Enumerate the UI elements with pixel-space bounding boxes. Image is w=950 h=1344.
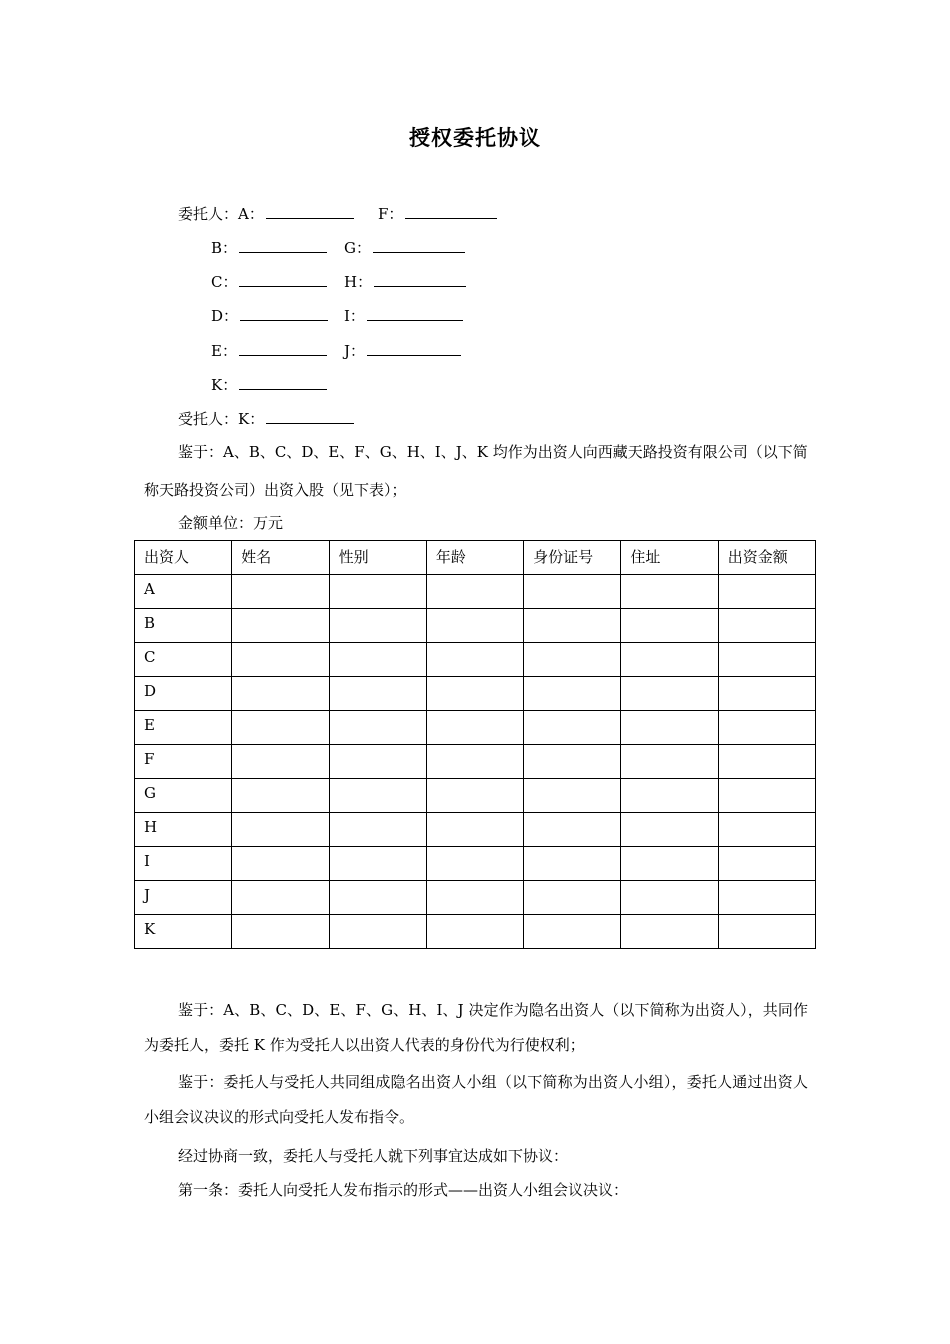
cell-gender[interactable] (329, 813, 426, 847)
table-row (135, 609, 816, 643)
cell-name[interactable] (232, 881, 329, 915)
cell-age[interactable] (426, 847, 523, 881)
principal-row-g (344, 236, 465, 258)
cell-id-number[interactable] (524, 847, 621, 881)
cell-age[interactable] (426, 643, 523, 677)
cell-gender[interactable] (329, 779, 426, 813)
cell-name[interactable] (232, 745, 329, 779)
cell-gender[interactable] (329, 677, 426, 711)
cell-id-number[interactable] (524, 915, 621, 949)
cell-age[interactable] (426, 745, 523, 779)
row-investor-code: C (135, 643, 232, 677)
cell-name[interactable] (232, 575, 329, 609)
cell-gender[interactable] (329, 745, 426, 779)
table-row (135, 711, 816, 745)
cell-address[interactable] (621, 711, 718, 745)
cell-name[interactable] (232, 711, 329, 745)
principal-row-i (344, 304, 463, 326)
consensus-statement: 经过协商一致，委托人与受托人就下列事宜达成如下协议： (178, 1147, 569, 1165)
cell-address[interactable] (621, 779, 718, 813)
cell-id-number[interactable] (524, 575, 621, 609)
table-row (135, 575, 816, 609)
cell-gender[interactable] (329, 609, 426, 643)
principal-j-label: J： (344, 342, 366, 360)
principal-row-c (211, 270, 327, 292)
cell-amount[interactable] (718, 677, 815, 711)
principal-b-blank[interactable] (239, 236, 327, 253)
cell-id-number[interactable] (524, 745, 621, 779)
table-row (135, 643, 816, 677)
whereas-2: 鉴于：A、B、C、D、E、F、G、H、I、J 决定作为隐名出资人（以下简称为出资人），共同作为委托人，委托 K 作为受托人以出资人代表的身份代为行使权利； (144, 1001, 808, 1054)
cell-gender[interactable] (329, 711, 426, 745)
principal-e-label: E： (211, 342, 237, 360)
principal-row-f (378, 202, 497, 224)
cell-age[interactable] (426, 881, 523, 915)
cell-name[interactable] (232, 643, 329, 677)
principal-j-blank[interactable] (367, 339, 461, 356)
cell-amount[interactable] (718, 575, 815, 609)
agent-label: 受托人： (178, 410, 239, 428)
header-investor: 出资人 (135, 541, 232, 575)
cell-gender[interactable] (329, 643, 426, 677)
cell-amount[interactable] (718, 779, 815, 813)
document-title: 授权委托协议 (409, 125, 541, 150)
cell-id-number[interactable] (524, 711, 621, 745)
whereas-1-line-2: 称天路投资公司）出资入股（见下表）； (144, 481, 407, 499)
table-header-row (135, 541, 816, 575)
cell-amount[interactable] (718, 813, 815, 847)
header-id-number: 身份证号 (524, 541, 621, 575)
principal-e-blank[interactable] (239, 339, 327, 356)
principal-f-label: F： (378, 205, 404, 223)
whereas-1-line-1: 鉴于：A、B、C、D、E、F、G、H、I、J、K 均作为出资人向西藏天路投资有限公司（以下简 (178, 443, 808, 461)
principal-label: 委托人： (178, 205, 239, 223)
cell-amount[interactable] (718, 881, 815, 915)
cell-age[interactable] (426, 677, 523, 711)
cell-address[interactable] (621, 575, 718, 609)
cell-amount[interactable] (718, 643, 815, 677)
principal-d-label: D： (211, 307, 239, 325)
cell-gender[interactable] (329, 915, 426, 949)
cell-name[interactable] (232, 915, 329, 949)
principal-g-label: G： (344, 239, 371, 257)
principal-i-blank[interactable] (367, 304, 463, 321)
cell-age[interactable] (426, 915, 523, 949)
principal-b-label: B： (211, 239, 238, 257)
principal-h-blank[interactable] (374, 270, 466, 287)
principal-c-blank[interactable] (239, 270, 327, 287)
cell-age[interactable] (426, 575, 523, 609)
cell-id-number[interactable] (524, 609, 621, 643)
table-row (135, 915, 816, 949)
principal-row-d (211, 304, 328, 326)
cell-amount[interactable] (718, 609, 815, 643)
principal-g-blank[interactable] (373, 236, 465, 253)
cell-name[interactable] (232, 677, 329, 711)
principal-row-k (211, 373, 327, 395)
header-amount: 出资金额 (718, 541, 815, 575)
cell-address[interactable] (621, 677, 718, 711)
row-investor-code: J (135, 881, 232, 915)
header-age: 年龄 (426, 541, 523, 575)
row-investor-code: D (135, 677, 232, 711)
principal-row-e (211, 339, 327, 361)
cell-address[interactable] (621, 745, 718, 779)
cell-id-number[interactable] (524, 677, 621, 711)
cell-name[interactable] (232, 609, 329, 643)
cell-id-number[interactable] (524, 779, 621, 813)
table-row (135, 779, 816, 813)
cell-age[interactable] (426, 711, 523, 745)
row-investor-code: F (135, 745, 232, 779)
cell-gender[interactable] (329, 881, 426, 915)
cell-name[interactable] (232, 779, 329, 813)
cell-id-number[interactable] (524, 881, 621, 915)
agent-row (178, 407, 354, 429)
principal-row-a (178, 202, 354, 224)
cell-address[interactable] (621, 813, 718, 847)
principal-a-label: A： (238, 205, 264, 223)
header-address: 住址 (621, 541, 718, 575)
cell-amount[interactable] (718, 711, 815, 745)
table-row (135, 881, 816, 915)
row-investor-code: E (135, 711, 232, 745)
principal-d-blank[interactable] (240, 304, 328, 321)
cell-age[interactable] (426, 609, 523, 643)
row-investor-code: A (135, 575, 232, 609)
investor-table (134, 540, 816, 949)
principal-k-blank[interactable] (239, 373, 327, 390)
table-row (135, 745, 816, 779)
cell-name[interactable] (232, 813, 329, 847)
principal-row-b (211, 236, 327, 258)
cell-address[interactable] (621, 915, 718, 949)
cell-name[interactable] (232, 847, 329, 881)
principal-row-h (344, 270, 466, 292)
row-investor-code: G (135, 779, 232, 813)
table-row (135, 677, 816, 711)
cell-address[interactable] (621, 847, 718, 881)
agent-k-label: K： (238, 410, 265, 428)
cell-address[interactable] (621, 881, 718, 915)
agent-k-blank[interactable] (266, 407, 354, 424)
header-gender: 性别 (329, 541, 426, 575)
cell-address[interactable] (621, 609, 718, 643)
row-investor-code: B (135, 609, 232, 643)
principal-row-j (344, 339, 461, 361)
header-name: 姓名 (232, 541, 329, 575)
cell-gender[interactable] (329, 847, 426, 881)
row-investor-code: I (135, 847, 232, 881)
table-row (135, 813, 816, 847)
cell-address[interactable] (621, 643, 718, 677)
principal-c-label: C： (211, 273, 238, 291)
principal-a-blank[interactable] (266, 202, 354, 219)
amount-unit: 金额单位：万元 (178, 514, 284, 532)
row-investor-code: H (135, 813, 232, 847)
whereas-3: 鉴于：委托人与受托人共同组成隐名出资人小组（以下简称为出资人小组），委托人通过出资人小组会议决议的形式向受托人发布指令。 (144, 1073, 808, 1126)
cell-id-number[interactable] (524, 643, 621, 677)
cell-id-number[interactable] (524, 813, 621, 847)
row-investor-code: K (135, 915, 232, 949)
principal-i-label: I： (344, 307, 365, 325)
cell-amount[interactable] (718, 745, 815, 779)
cell-age[interactable] (426, 813, 523, 847)
article-1-heading: 第一条：委托人向受托人发布指示的形式——出资人小组会议决议： (178, 1181, 629, 1199)
cell-gender[interactable] (329, 575, 426, 609)
table-row (135, 847, 816, 881)
cell-amount[interactable] (718, 847, 815, 881)
principal-f-blank[interactable] (405, 202, 497, 219)
cell-amount[interactable] (718, 915, 815, 949)
cell-age[interactable] (426, 779, 523, 813)
principal-h-label: H： (344, 273, 373, 291)
principal-k-label: K： (211, 376, 238, 394)
